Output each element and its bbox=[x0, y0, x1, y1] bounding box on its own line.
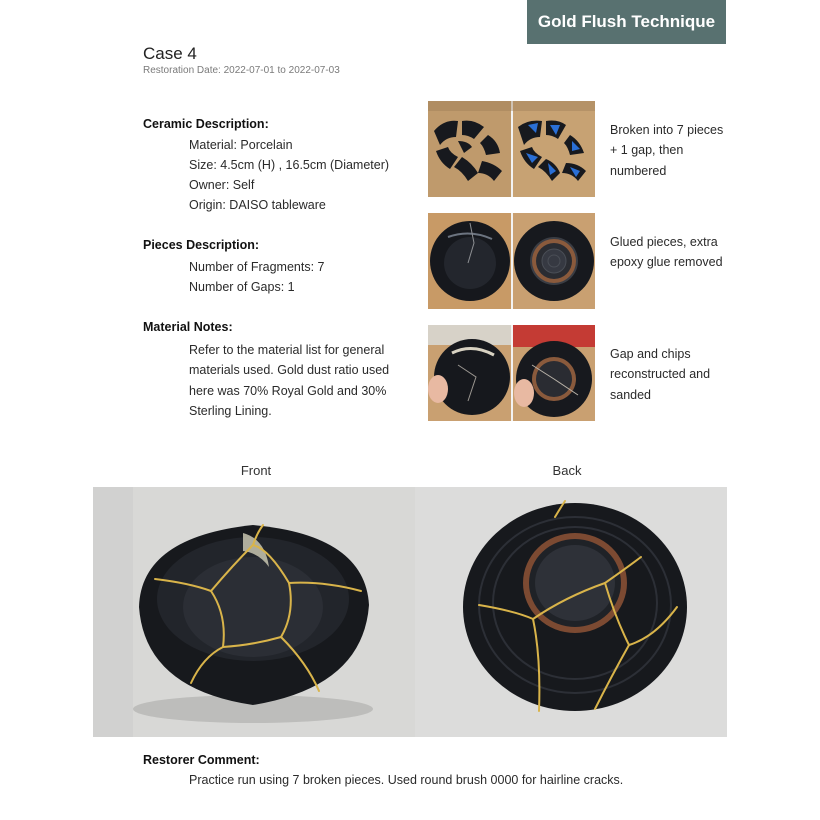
back-label: Back bbox=[552, 463, 582, 478]
step-caption-broken: Broken into 7 pieces + 1 gap, then numbered bbox=[610, 123, 724, 178]
front-label: Front bbox=[240, 463, 272, 478]
ceramic-origin: Origin: DAISO tableware bbox=[189, 198, 326, 212]
ceramic-size: Size: 4.5cm (H) , 16.5cm (Diameter) bbox=[189, 158, 390, 172]
restoration-date: Restoration Date: 2022-07-01 to 2022-07-03 bbox=[143, 65, 340, 76]
case-title: Case 4 bbox=[143, 44, 197, 63]
fragment-count: Number of Fragments: 7 bbox=[189, 260, 325, 274]
technique-banner: Gold Flush Technique bbox=[527, 0, 726, 44]
step-photo-reconstructed bbox=[428, 325, 595, 421]
ceramic-owner: Owner: Self bbox=[189, 178, 255, 192]
material-notes-text: Refer to the material list for general materials used. Gold dust ratio used here was 70% Royal Gold and 30% Sterling Lining. bbox=[189, 343, 390, 418]
back-photo bbox=[415, 487, 727, 737]
step-caption-glued: Glued pieces, extra epoxy glue removed bbox=[610, 235, 723, 270]
material-notes-heading: Material Notes: bbox=[143, 320, 233, 334]
front-photo bbox=[93, 487, 415, 737]
ceramic-material: Material: Porcelain bbox=[189, 138, 293, 152]
restorer-comment-text: Practice run using 7 broken pieces. Used round brush 0000 for hairline cracks. bbox=[189, 773, 624, 787]
step-caption-reconstructed: Gap and chips reconstructed and sanded bbox=[610, 347, 711, 402]
pieces-description-heading: Pieces Description: bbox=[143, 238, 260, 252]
restorer-comment-heading: Restorer Comment: bbox=[143, 753, 260, 767]
gap-count: Number of Gaps: 1 bbox=[189, 280, 295, 294]
step-photo-glued bbox=[428, 213, 595, 309]
ceramic-description-heading: Ceramic Description: bbox=[143, 117, 269, 131]
step-photo-broken-pieces bbox=[428, 101, 595, 197]
